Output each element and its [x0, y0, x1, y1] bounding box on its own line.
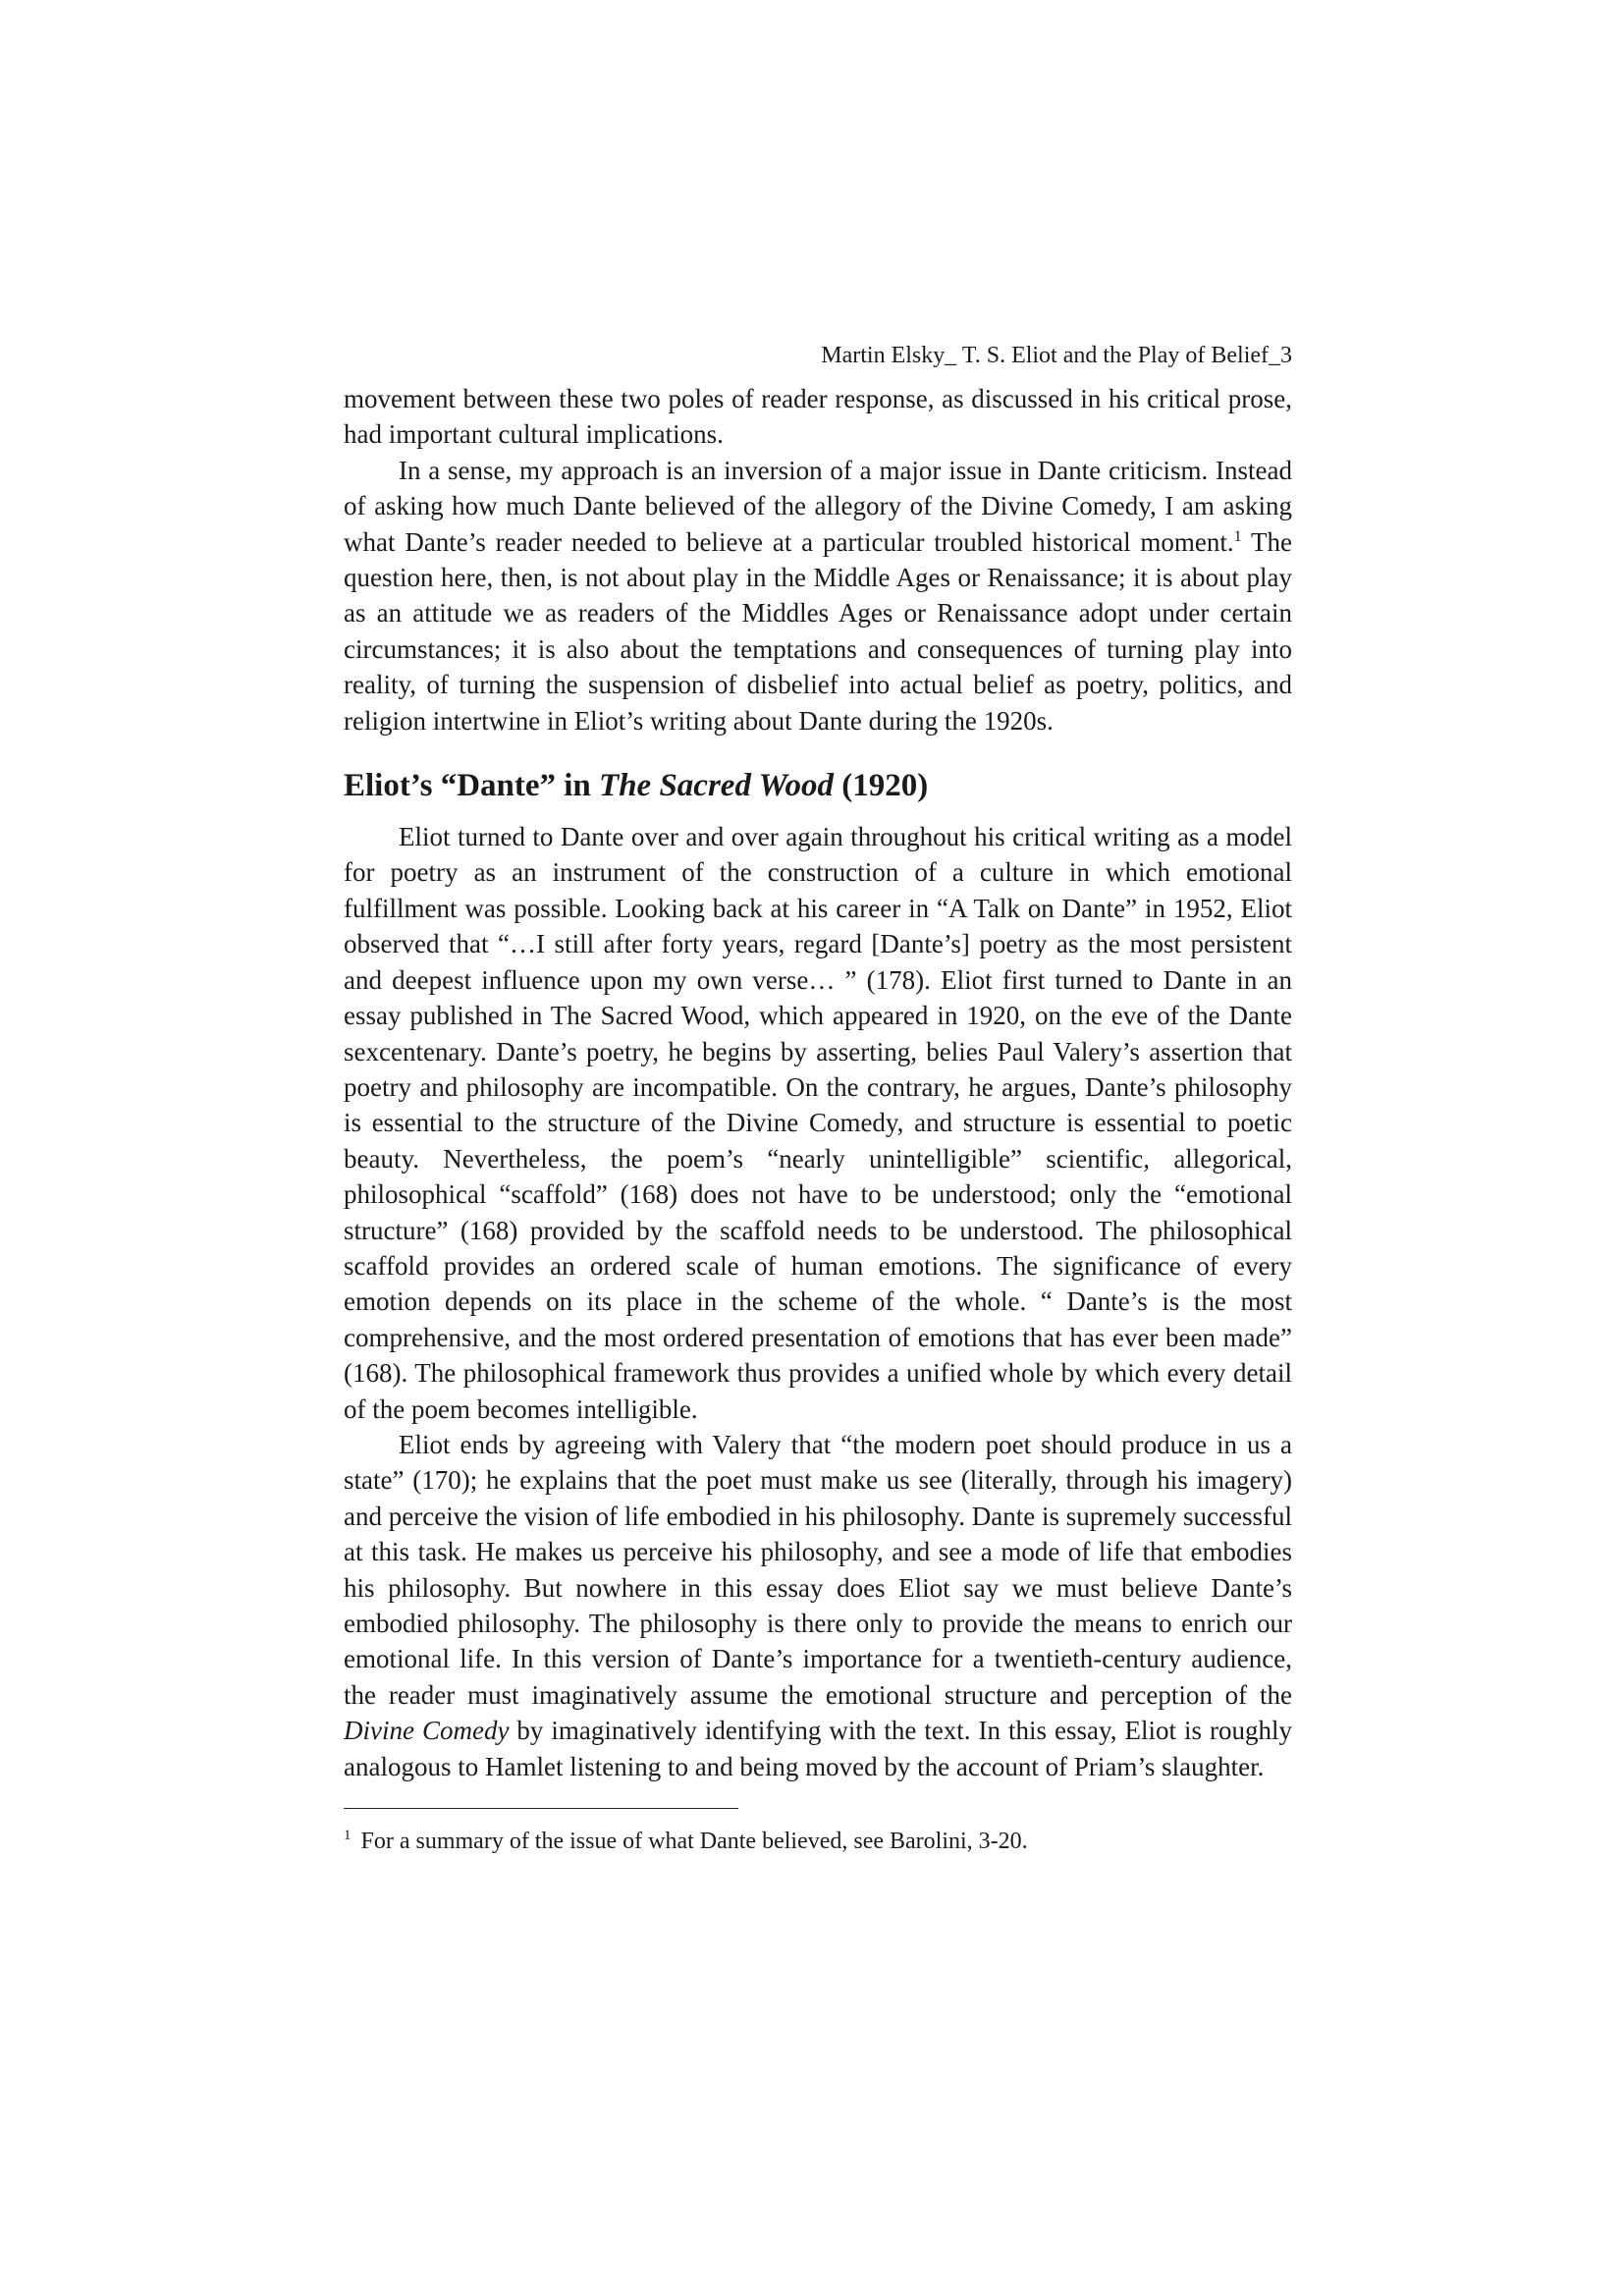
section-heading: [344, 766, 1292, 805]
paragraph-valery-text: Eliot ends by agreeing with Valery that “the modern poet should produce in us a state” (170); he explains that the poet must make us see (literally, through his imagery) and perceive the vision of life embodied in his philosophy. Dante is supremely successful at this task. He makes us perceive his philosophy, and see a mode of life that embodies his philosophy. But nowhere in this essay does Eliot say we must believe Dante’s embodied philosophy. The philosophy is there only to provide the means to enrich our emotional life. In this version of Dante’s importance for a twentieth-century audience, the reader must imaginatively assume the emotional structure and perception of the: [344, 1429, 1292, 1710]
page: [344, 340, 1292, 1856]
paragraph-valery-text-continued: by imaginatively identifying with the text. In this essay, Eliot is roughly analogous to Hamlet listening to and being moved by the account of Priam’s slaughter.: [344, 1716, 1292, 1781]
section-heading-prefix: Eliot’s “Dante” in: [344, 768, 600, 804]
paragraph-approach-text: In a sense, my approach is an inversion of a major issue in Dante criticism. Instead of asking how much Dante believed of the allegory of the Divine Comedy, I am asking what Dante’s reader needed to believe at a particular troubled historical moment.: [344, 455, 1292, 557]
paragraph-approach: [344, 453, 1292, 738]
footnote-marker: 1: [344, 1828, 352, 1844]
footnote-text: For a summary of the issue of what Dante believed, see Barolini, 3-20.: [360, 1829, 1028, 1855]
section-heading-suffix: (1920): [834, 768, 929, 804]
paragraph-approach-text-continued: The question here, then, is not about play in the Middle Ages or Renaissance; it is about play as an attitude we as readers of the Middles Ages or Renaissance adopt under certain circumstances; it is also about the temptations and consequences of turning play into reality, of turning the suspension of disbelief into actual belief as poetry, politics, and religion intertwine in Eliot’s writing about Dante during the 1920s.: [344, 526, 1292, 736]
footnote: [344, 1827, 1292, 1856]
running-head: Martin Elsky_ T. S. Eliot and the Play of Belief_3: [821, 343, 1292, 368]
paragraph-sacred-wood: Eliot turned to Dante over and over again throughout his critical writing as a model for poetry as an instrument of the construction of a culture in which emotional fulfillment was possible. Looking back at his career in “A Talk on Dante” in 1952, Eliot observed that “…I still after forty years, regard [Dante’s] poetry as the most persistent and deepest influence upon my own verse… ” (178). Eliot first turned to Dante in an essay published in The Sacred Wood, which appeared in 1920, on the eve of the Dante sexcentenary. Dante’s poetry, he begins by asserting, belies Paul Valery’s assertion that poetry and philosophy are incompatible. On the contrary, he argues, Dante’s philosophy is essential to the structure of the Divine Comedy, and structure is essential to poetic beauty. Nevertheless, the poem’s “nearly unintelligible” scientific, allegorical, philosophical “scaffold” (168) does not have to be understood; only the “emotional structure” (168) provided by the scaffold needs to be understood. The philosophical scaffold provides an ordered scale of human emotions. The significance of every emotion depends on its place in the scheme of the whole. “ Dante’s is the most comprehensive, and the most ordered presentation of emotions that has ever been made” (168). The philosophical framework thus provides a unified whole by which every detail of the poem becomes intelligible.: [344, 822, 1292, 1424]
footnote-reference[interactable]: 1: [1233, 527, 1242, 545]
paragraph-continuation: movement between these two poles of reader response, as discussed in his critical prose, had important cultural implications.: [344, 384, 1292, 450]
paragraph-valery-italic: Divine Comedy: [344, 1716, 510, 1746]
section-heading-title: The Sacred Wood: [599, 768, 834, 804]
paragraph-valery: [344, 1427, 1292, 1784]
footnote-divider: [344, 1808, 738, 1809]
